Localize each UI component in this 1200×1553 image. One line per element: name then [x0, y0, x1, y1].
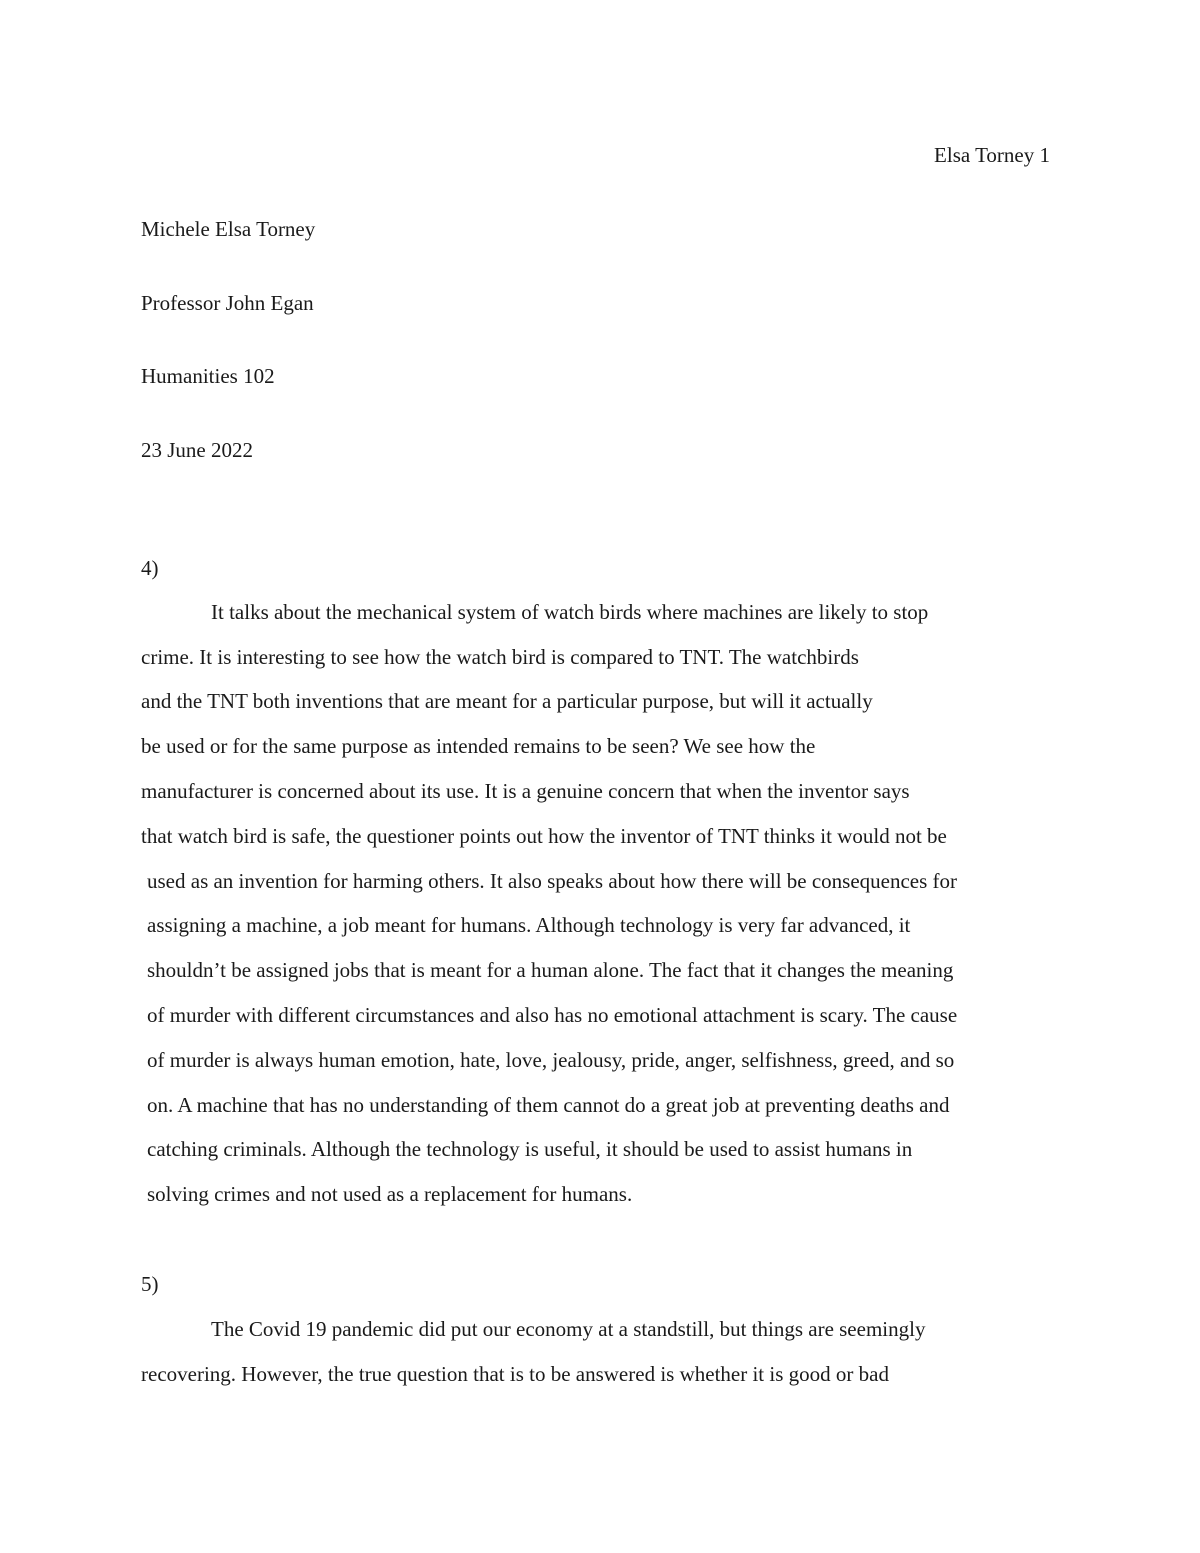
paragraph-line: be used or for the same purpose as intended remains to be seen? We see how the	[141, 734, 816, 758]
paragraph-line: used as an invention for harming others. It also speaks about how there will be consequences for	[147, 869, 958, 893]
running-head: Elsa Torney 1	[934, 143, 1050, 167]
paragraph-line: of murder is always human emotion, hate, love, jealousy, pride, anger, selfishness, greed, and so	[147, 1048, 955, 1072]
paragraph-line: of murder with different circumstances and also has no emotional attachment is scary. The cause	[147, 1003, 958, 1027]
course-name: Humanities 102	[141, 364, 275, 388]
paragraph-line: on. A machine that has no understanding of them cannot do a great job at preventing deaths and	[147, 1093, 950, 1117]
paragraph-line: crime. It is interesting to see how the watch bird is compared to TNT. The watchbirds	[141, 645, 859, 669]
paragraph-line: It talks about the mechanical system of watch birds where machines are likely to stop	[211, 600, 929, 624]
section-number: 5)	[141, 1272, 159, 1296]
paragraph-line: shouldn’t be assigned jobs that is meant for a human alone. The fact that it changes the meaning	[147, 958, 954, 982]
paragraph-line: and the TNT both inventions that are meant for a particular purpose, but will it actually	[141, 689, 873, 713]
document-date: 23 June 2022	[141, 438, 253, 462]
paragraph-line: that watch bird is safe, the questioner points out how the inventor of TNT thinks it would not be	[141, 824, 947, 848]
student-name: Michele Elsa Torney	[141, 217, 316, 241]
section-number: 4)	[141, 556, 159, 580]
paragraph-line: recovering. However, the true question that is to be answered is whether it is good or bad	[141, 1362, 889, 1386]
paragraph-line: solving crimes and not used as a replacement for humans.	[147, 1182, 633, 1206]
paragraph-line: manufacturer is concerned about its use. It is a genuine concern that when the inventor says	[141, 779, 910, 803]
professor-name: Professor John Egan	[141, 291, 314, 315]
paragraph-line: assigning a machine, a job meant for humans. Although technology is very far advanced, it	[147, 913, 911, 937]
paragraph-line: catching criminals. Although the technology is useful, it should be used to assist humans in	[147, 1137, 913, 1161]
paragraph-line: The Covid 19 pandemic did put our economy at a standstill, but things are seemingly	[211, 1317, 926, 1341]
